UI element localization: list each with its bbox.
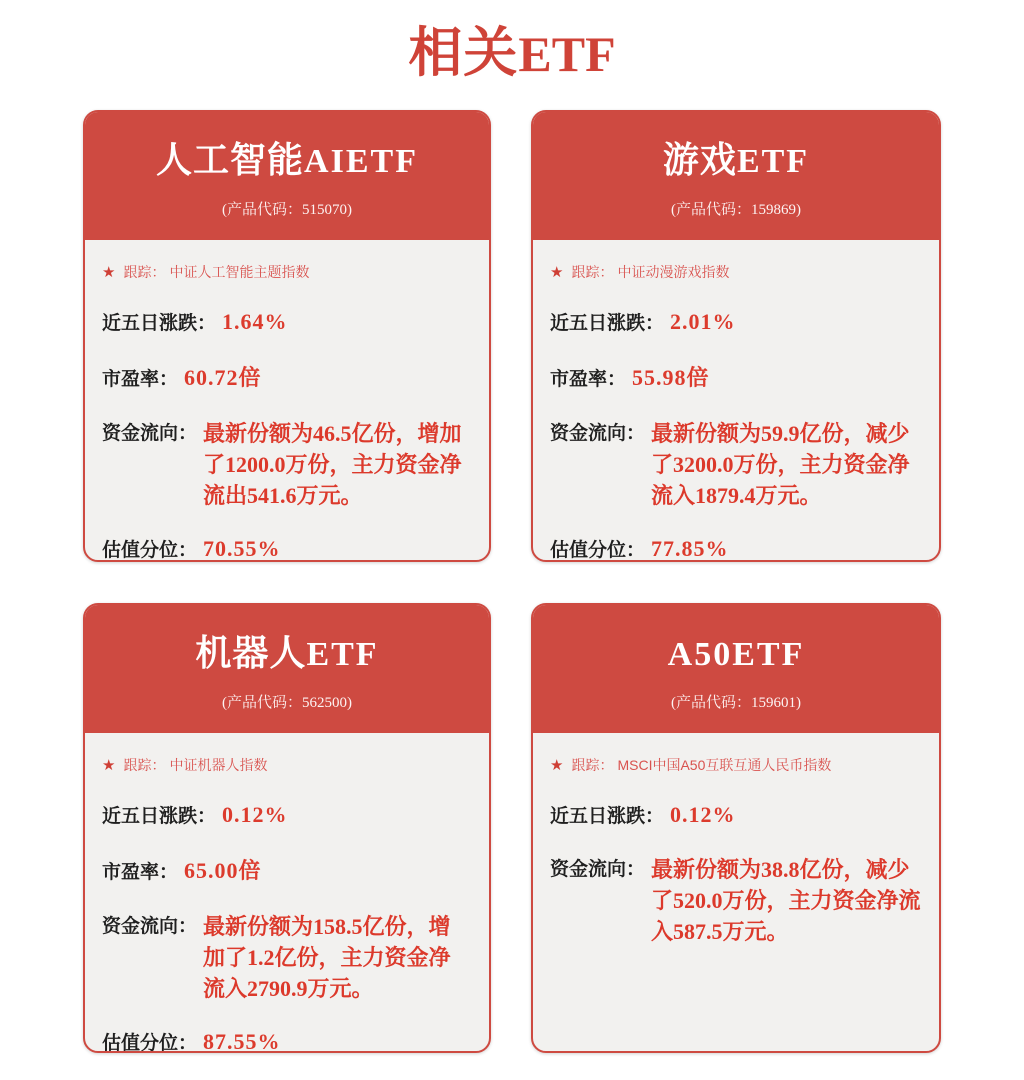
fund-flow-value: 最新份额为59.9亿份，减少了3200.0万份，主力资金净流入1879.4万元。	[651, 421, 910, 508]
etf-card-body	[533, 733, 939, 981]
etf-product-code: (产品代码：515070)	[222, 202, 352, 218]
five-day-change-row	[550, 308, 922, 335]
fund-flow-row	[102, 418, 472, 511]
pe-ratio-row	[102, 854, 472, 885]
tracking-index-name: 中证动漫游戏指数	[617, 264, 730, 280]
fund-flow-value: 最新份额为46.5亿份，增加了1200.0万份，主力资金净流出541.6万元。	[203, 421, 462, 508]
pe-ratio-row	[550, 361, 922, 392]
etf-product-code: (产品代码：159601)	[671, 695, 801, 711]
etf-name	[85, 629, 489, 679]
etf-card-game	[531, 110, 941, 562]
tracking-index-name: MSCI中国A50互联互通人民币指数	[617, 757, 832, 773]
tracking-label: 跟踪：	[571, 264, 614, 280]
valuation-percentile-row	[102, 1028, 472, 1053]
five-day-change-value: 1.64%	[222, 309, 288, 334]
etf-name-zh: 机器人	[195, 632, 307, 673]
valuation-percentile-value: 70.55%	[203, 536, 281, 561]
fund-flow-label: 资金流向：	[102, 916, 198, 937]
etf-name-en: ETF	[306, 636, 379, 673]
etf-card-body	[85, 733, 489, 1053]
fund-flow-row	[102, 911, 472, 1004]
five-day-change-value: 0.12%	[670, 802, 736, 827]
page-title	[0, 14, 1024, 92]
fund-flow-value: 最新份额为38.8亿份，减少了520.0万份，主力资金净流入587.5万元。	[651, 857, 921, 944]
star-icon: ★	[550, 756, 564, 774]
star-icon: ★	[102, 756, 116, 774]
five-day-change-row	[102, 801, 472, 828]
etf-name-en: ETF	[736, 143, 810, 180]
five-day-change-label: 近五日涨跌：	[550, 806, 665, 827]
tracking-label: 跟踪：	[123, 757, 166, 773]
valuation-percentile-label: 估值分位：	[102, 1033, 198, 1053]
five-day-change-value: 0.12%	[222, 802, 288, 827]
pe-ratio-value: 60.72倍	[184, 365, 262, 390]
valuation-percentile-row	[550, 535, 922, 562]
pe-ratio-value: 65.00倍	[184, 858, 262, 883]
etf-card-body	[85, 240, 489, 562]
valuation-percentile-label: 估值分位：	[102, 540, 198, 561]
page-title-en: ETF	[518, 26, 616, 82]
etf-name	[85, 136, 489, 186]
valuation-percentile-label: 估值分位：	[550, 540, 646, 561]
valuation-percentile-value: 77.85%	[651, 536, 729, 561]
tracking-label: 跟踪：	[123, 264, 166, 280]
etf-name-en: AIETF	[304, 143, 418, 180]
etf-card-header	[533, 605, 939, 733]
etf-name	[533, 136, 939, 186]
etf-card-grid	[0, 110, 1024, 1053]
valuation-percentile-row	[102, 535, 472, 562]
etf-name-zh: 游戏	[662, 139, 737, 180]
tracking-row	[550, 262, 922, 282]
five-day-change-row	[102, 308, 472, 335]
page-title-zh: 相关	[408, 23, 519, 83]
etf-name	[533, 629, 939, 679]
fund-flow-row	[550, 418, 922, 511]
fund-flow-label: 资金流向：	[102, 423, 198, 444]
etf-card-aietf	[83, 110, 491, 562]
pe-ratio-label: 市盈率：	[102, 369, 179, 390]
etf-card-robot	[83, 603, 491, 1053]
pe-ratio-row	[102, 361, 472, 392]
etf-card-header	[533, 112, 939, 240]
etf-card-body	[533, 240, 939, 562]
valuation-percentile-value: 87.55%	[203, 1029, 281, 1053]
pe-ratio-label: 市盈率：	[102, 862, 179, 883]
fund-flow-label: 资金流向：	[550, 859, 646, 880]
etf-card-header	[85, 112, 489, 240]
five-day-change-row	[550, 801, 922, 828]
star-icon: ★	[102, 263, 116, 281]
etf-card-header	[85, 605, 489, 733]
etf-name-en: A50ETF	[667, 636, 805, 673]
pe-ratio-label: 市盈率：	[550, 369, 627, 390]
tracking-index-name: 中证人工智能主题指数	[169, 264, 310, 280]
fund-flow-label: 资金流向：	[550, 423, 646, 444]
etf-card-a50	[531, 603, 941, 1053]
tracking-label: 跟踪：	[571, 757, 614, 773]
five-day-change-value: 2.01%	[670, 309, 736, 334]
five-day-change-label: 近五日涨跌：	[550, 313, 665, 334]
fund-flow-row	[550, 854, 922, 947]
five-day-change-label: 近五日涨跌：	[102, 806, 217, 827]
star-icon: ★	[550, 263, 564, 281]
etf-name-zh: 人工智能	[156, 139, 305, 180]
fund-flow-value: 最新份额为158.5亿份，增加了1.2亿份，主力资金净流入2790.9万元。	[203, 914, 451, 1001]
tracking-row	[102, 755, 472, 775]
etf-product-code: (产品代码：562500)	[222, 695, 352, 711]
etf-product-code: (产品代码：159869)	[671, 202, 801, 218]
tracking-index-name: 中证机器人指数	[169, 757, 268, 773]
tracking-row	[550, 755, 922, 775]
five-day-change-label: 近五日涨跌：	[102, 313, 217, 334]
tracking-row	[102, 262, 472, 282]
pe-ratio-value: 55.98倍	[632, 365, 710, 390]
